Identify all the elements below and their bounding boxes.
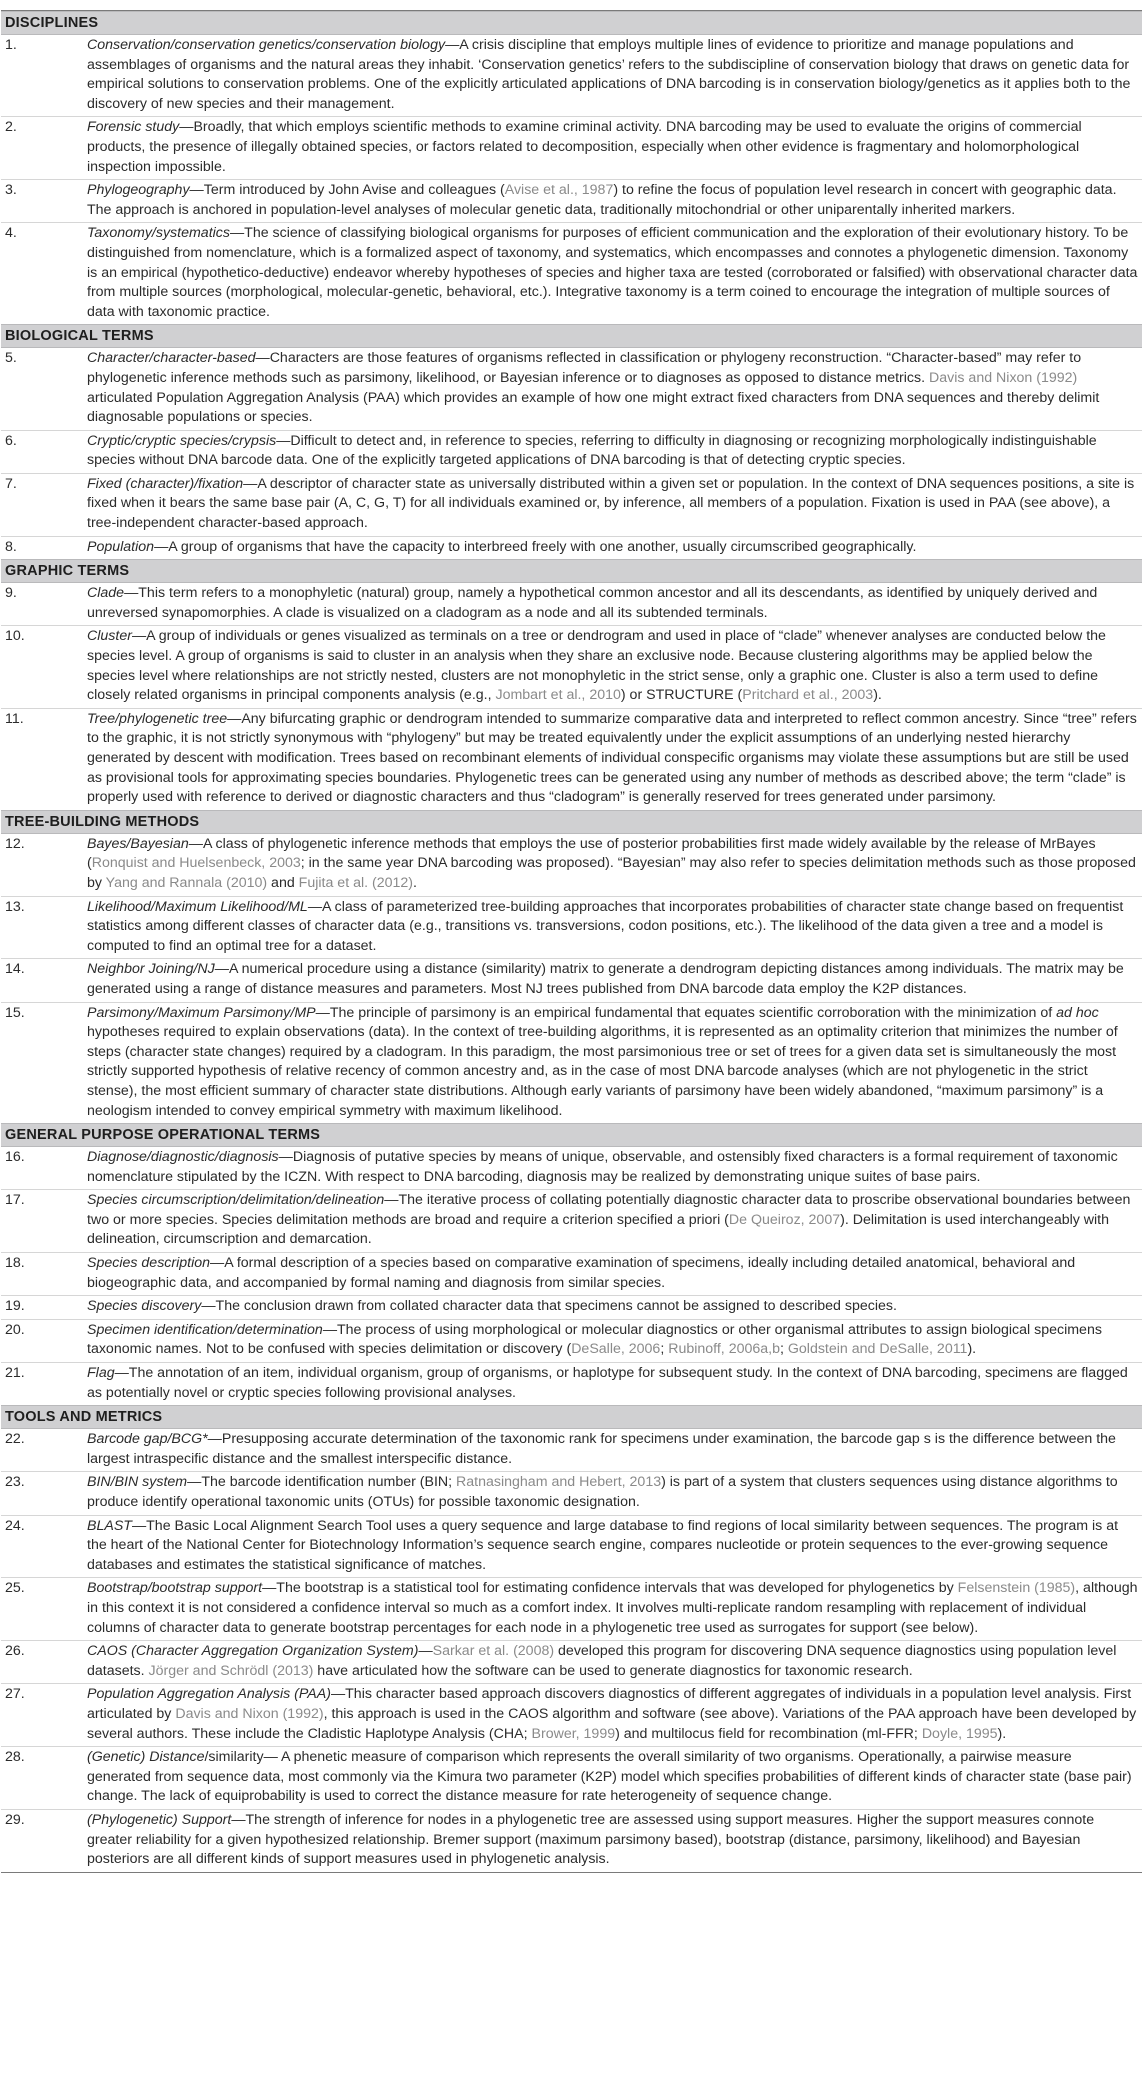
section-header: TREE-BUILDING METHODS: [1, 810, 1142, 834]
definition-text: —The Basic Local Alignment Search Tool uses a query sequence and large database to find regions of local similarity between sequences. The program is at the heart of the National Center for Biotechnology Information’s sequence search engine, compares nucleotide or protein sequences to the ever-growing sequence databases and estimates the statistical significance of matches.: [87, 1517, 1119, 1573]
term-name: Bootstrap/bootstrap support: [87, 1580, 263, 1597]
entry-number: 24.: [5, 1517, 25, 1534]
definition-text: ;: [660, 1341, 669, 1358]
entry-definition: [87, 898, 1138, 957]
term-name: Cryptic/cryptic species/crypsis: [87, 432, 277, 449]
term-name: Character/character-based: [87, 350, 256, 367]
definition-text: —Presupposing accurate determination of the taxonomic rank for specimens under examination, the barcode gap s is the difference between the largest intraspecific distance and the smallest interspecific distance.: [87, 1431, 1116, 1467]
definition-text: —This character based approach discovers diagnostics of different aggregates of individuals in a population level analysis. First articulated by: [87, 1686, 1132, 1722]
definition-text: ) to refine the focus of population level research in concert with geographic data. The approach is anchored in population-level analyses of molecular genetic data, traditionally mitochondrial or other uniparentally inherited markers.: [87, 182, 1117, 218]
definition-text: —The iterative process of collating potentially diagnostic character data to proscribe observational boundaries between two or more species. Species delimitation methods are broad and require a criterion specified a priori (: [87, 1192, 1131, 1228]
entry-definition: [87, 1811, 1138, 1870]
glossary-entry: [1, 223, 1142, 324]
entry-number: 4.: [5, 225, 17, 242]
entry-definition: [87, 1685, 1138, 1744]
citation-link[interactable]: Davis and Nixon (1992): [175, 1705, 324, 1722]
entry-definition: [87, 627, 1138, 705]
term-name: Flag: [87, 1365, 115, 1382]
citation-link[interactable]: Sarkar et al. (2008): [432, 1643, 555, 1660]
definition-text: —The barcode identification number (BIN;: [187, 1474, 457, 1491]
citation-link[interactable]: Ratnasingham and Hebert, 2013: [456, 1474, 662, 1491]
definition-text: ).: [997, 1725, 1007, 1742]
term-name: Tree/phylogenetic tree: [87, 710, 228, 727]
definition-text: —A class of parameterized tree-building approaches that incorporates probabilities of character state change based on frequentist statistics among different classes of character data (e.g., transitions vs. transversions, codon positions, etc.). The likelihood of the data given a tree and a model is computed to find an optimal tree for a dataset.: [87, 898, 1124, 954]
definition-text: —The process of using morphological or molecular diagnostics or other organismal attributes to assign biological specimens taxonomic names. Not to be confused with species delimitation or discovery (: [87, 1321, 1102, 1358]
entry-definition: [87, 349, 1138, 427]
definition-text: —A group of individuals or genes visualized as terminals on a tree or dendrogram and used in place of “clade” whenever analyses are conducted below the species level. A group of organisms is said to cluster in an analysis when they share an exclusive node. Because clustering algorithms may be applied below the species level where relationships are not strictly nested, clusters are not monophyletic in the strict sense, only a graphic one. Cluster is also a term used to define closely related organisms in principal components analysis (e.g.,: [87, 628, 1106, 704]
glossary-section: [1, 1123, 1142, 1405]
term-name: Fixed (character)/fixation: [87, 475, 244, 492]
definition-text: have articulated how the software can be used to generate diagnostics for taxonomic research.: [313, 1662, 913, 1679]
citation-link[interactable]: Felsenstein (1985): [957, 1580, 1076, 1597]
section-header: GRAPHIC TERMS: [1, 559, 1142, 583]
definition-text: and: [267, 874, 299, 891]
entry-definition: [87, 960, 1138, 999]
term-name: Population Aggregation Analysis (PAA): [87, 1686, 331, 1703]
definition-text: ;: [779, 1341, 788, 1358]
entry-definition: [87, 710, 1138, 808]
definition-text: —Diagnosis of putative species by means of unique, observable, and ostensibly fixed characters is a formal requirement of taxonomic nomenclature stipulated by the ICZN. With respect to DNA barcoding, diagnosis may be realized by demonstrating unique suites of base pairs.: [87, 1149, 1118, 1185]
citation-link[interactable]: Goldstein and DeSalle, 2011: [787, 1341, 968, 1358]
definition-text: ). Delimitation is used interchangeably with delineation, circumscription and demarcation.: [87, 1211, 1110, 1248]
entry-number: 2.: [5, 119, 17, 136]
glossary-table: [1, 10, 1142, 1873]
glossary-section: [1, 810, 1142, 1123]
entry-definition: [87, 1579, 1138, 1638]
term-name: BIN/BIN system: [87, 1474, 188, 1491]
glossary-entry: [1, 1810, 1142, 1872]
entry-number: 28.: [5, 1749, 25, 1766]
entry-definition: [87, 1473, 1138, 1512]
entry-number: 23.: [5, 1474, 25, 1491]
definition-text: —A numerical procedure using a distance (similarity) matrix to generate a dendrogram depicting distances among individuals. The matrix may be generated using a range of distance measures and parameters. Most NJ trees published from DNA barcode data employ the K2P distances.: [87, 961, 1124, 997]
section-header: GENERAL PURPOSE OPERATIONAL TERMS: [1, 1123, 1142, 1147]
term-name: Forensic study: [87, 119, 180, 136]
definition-text: —The bootstrap is a statistical tool for estimating confidence intervals that was developed for phylogenetics by: [262, 1580, 958, 1597]
entry-number: 12.: [5, 835, 25, 852]
entry-definition: [87, 475, 1138, 534]
entry-number: 19.: [5, 1298, 25, 1315]
glossary-entry: [1, 474, 1142, 537]
definition-text: —Any bifurcating graphic or dendrogram intended to summarize comparative data and interpreted to reflect common ancestry. Since “tree” refers to the graphic, it is not strictly synonymous with “phylogeny” but may be treated equivalently under the explicit assumptions of an underlying nested hierarchy generated by descent with modification. Trees based on recombinant elements of individual conspecific organisms may violate these assumptions but are still be used as provisional tools for approximating species boundaries. Phylogenetic trees can be generated using any number of methods as described above; the term “clade” is properly used with reference to derived or diagnostic characters and thus “cladogram” is generally reserved for trees generated under parsimony.: [87, 710, 1137, 806]
glossary-entry: [1, 348, 1142, 430]
entry-number: 11.: [5, 710, 24, 727]
definition-text: articulated Population Aggregation Analysis (PAA) which provides an example of how one might extract fixed characters from DNA sequences and thereby delimit diagnosable populations or species.: [87, 389, 1100, 426]
definition-text: ).: [873, 687, 882, 704]
entry-definition: [87, 118, 1138, 177]
section-header: TOOLS AND METRICS: [1, 1405, 1142, 1429]
entry-number: 18.: [5, 1255, 25, 1272]
definition-text: ) and multilocus field for recombination (ml-FFR;: [615, 1725, 922, 1742]
citation-link[interactable]: Doyle, 1995: [921, 1725, 998, 1742]
entry-definition: [87, 224, 1138, 322]
citation-link[interactable]: Pritchard et al., 2003: [742, 687, 874, 704]
definition-text: , this approach is used in the CAOS algorithm and software (see above). Variations of the PAA approach have been developed by several authors. These include the Cladistic Haplotype Analysis (CHA;: [87, 1705, 1137, 1742]
glossary-section: [1, 324, 1142, 559]
citation-link[interactable]: Jombart et al., 2010: [495, 687, 621, 704]
definition-text: ) or STRUCTURE (: [620, 687, 743, 704]
term-name: Taxonomy/systematics: [87, 225, 230, 242]
glossary-entry: [1, 834, 1142, 897]
definition-text: —A formal description of a species based on comparative examination of specimens, ideally including detailed anatomical, behavioral and biogeographic data, and accompanied by formal naming and diagnosis from similar species.: [87, 1255, 1076, 1291]
definition-text: ) is part of a system that clusters sequences using distance algorithms to produce identify operational taxonomic units (OTUs) for possible taxonomic designation.: [87, 1474, 1118, 1510]
section-header: BIOLOGICAL TERMS: [1, 324, 1142, 348]
term-name: Cluster: [87, 628, 132, 645]
glossary-entry: [1, 1253, 1142, 1296]
citation-link[interactable]: Yang and Rannala (2010): [105, 874, 268, 891]
entry-number: 14.: [5, 961, 25, 978]
entry-definition: [87, 432, 1138, 471]
citation-link[interactable]: Brower, 1999: [531, 1725, 616, 1742]
term-name: Species discovery: [87, 1298, 202, 1315]
glossary-entry: [1, 709, 1142, 810]
citation-link[interactable]: Ronquist and Huelsenbeck, 2003: [91, 855, 301, 872]
entry-number: 16.: [5, 1149, 25, 1166]
section-header: DISCIPLINES: [1, 11, 1142, 35]
citation-link[interactable]: De Queiroz, 2007: [728, 1211, 841, 1228]
term-name: Likelihood/Maximum Likelihood/ML: [87, 898, 308, 915]
term-name: (Genetic) Distance: [87, 1749, 205, 1766]
entry-definition: [87, 1148, 1138, 1187]
entry-number: 6.: [5, 432, 17, 449]
entry-definition: [87, 584, 1138, 623]
definition-text: —The strength of inference for nodes in a phylogenetic tree are assessed using support measures. Higher the support measures connote greater reliability for a given hypothesized relationship. Bremer support (maximum parsimony based), bootstrap (distance, parsimony, likelihood) and Bayesian posteriors are all different kinds of support measures used in phylogenetic analysis.: [87, 1811, 1095, 1868]
citation-link[interactable]: Jörger and Schrödl (2013): [148, 1662, 314, 1679]
term-name: Neighbor Joining/NJ: [87, 961, 215, 978]
definition-text: —The conclusion drawn from collated character data that specimens cannot be assigned to described species.: [201, 1298, 897, 1315]
entry-number: 21.: [5, 1365, 25, 1382]
glossary-entry: [1, 537, 1142, 560]
entry-definition: [87, 1517, 1138, 1576]
entry-number: 8.: [5, 538, 17, 555]
entry-definition: [87, 1254, 1138, 1293]
definition-text: —A class of phylogenetic inference methods that employs the use of posterior probabilities first made widely available by the release of MrBayes (: [87, 835, 1096, 872]
entry-definition: [87, 1297, 1138, 1317]
entry-definition: [87, 1321, 1138, 1360]
definition-text: —The science of classifying biological organisms for purposes of efficient communication and the exploration of their evolutionary history. To be distinguished from nomenclature, which is a formalized aspect of taxonomy, and systematics, which encompasses and connotes a phylogenetic dimension. Taxonomy is an empirical (hypothetico-deductive) endeavor whereby hypotheses of species and higher taxa are tested (corroborated or falsified) with observational character data from multiple sources (morphological, molecular-genetic, behavioral, etc.). Integrative taxonomy is a term coined to encourage the integration of multiple sources of data with taxonomic practice.: [87, 225, 1138, 320]
glossary-entry: [1, 897, 1142, 960]
definition-text: —The annotation of an item, individual organism, group of organisms, or haplotype for subsequent study. In the context of DNA barcoding, specimens are flagged as potentially novel or cryptic species following provisional analyses.: [87, 1365, 1128, 1401]
citation-link[interactable]: Rubinoff, 2006a,b: [668, 1341, 780, 1358]
entry-number: 3.: [5, 182, 17, 199]
glossary-entry: [1, 1516, 1142, 1579]
entry-number: 26.: [5, 1643, 25, 1660]
term-name: Phylogeography: [87, 182, 190, 199]
term-name: Specimen identification/determination: [87, 1321, 323, 1338]
definition-text: —Term introduced by John Avise and colleagues (: [189, 182, 505, 199]
definition-text: developed this program for discovering DNA sequence diagnostics using population level datasets.: [87, 1643, 1117, 1679]
citation-link[interactable]: Davis and Nixon (1992): [929, 369, 1078, 386]
entry-definition: [87, 1430, 1138, 1469]
entry-number: 15.: [5, 1004, 25, 1021]
term-name: Clade: [87, 585, 125, 602]
term-name: Species circumscription/delimitation/delineation: [87, 1192, 385, 1209]
italic-text: ad hoc: [1056, 1004, 1099, 1021]
entry-definition: [87, 1364, 1138, 1403]
term-name: (Phylogenetic) Support: [87, 1811, 232, 1828]
entry-definition: [87, 835, 1138, 894]
glossary-entry: [1, 1363, 1142, 1405]
glossary-section: [1, 559, 1142, 810]
citation-link[interactable]: DeSalle, 2006: [571, 1341, 661, 1358]
entry-definition: [87, 538, 1138, 558]
definition-text: —The principle of parsimony is an empirical fundamental that equates scientific corroboration with the minimization of: [315, 1004, 1057, 1021]
glossary-entry: [1, 1429, 1142, 1472]
glossary-entry: [1, 117, 1142, 180]
entry-definition: [87, 1004, 1138, 1122]
entry-number: 1.: [5, 37, 17, 53]
definition-text: ; in the same year DNA barcoding was proposed). “Bayesian” may also refer to species delimitation methods such as those proposed by: [87, 855, 1136, 891]
definition-text: , although in this context it is not considered a confidence interval so much as a comfort index. It involves multi-replicate random resampling with replacement of individual columns of character data to generate bootstrap percentages for each node in a phylogenetic tree used as surrogates for support (see below).: [87, 1580, 1138, 1636]
glossary-entry: [1, 1296, 1142, 1320]
term-name: Diagnose/diagnostic/diagnosis: [87, 1149, 279, 1166]
glossary-entry: [1, 1641, 1142, 1684]
term-name: Population: [87, 538, 155, 555]
glossary-entry: [1, 1472, 1142, 1515]
entry-number: 10.: [5, 628, 25, 645]
definition-text: —Characters are those features of organisms reflected in classification or phylogeny reconstruction. “Character-based” may refer to phylogenetic inference methods such as parsimony, likelihood, or Bayesian inference or to diagnoses as opposed to distance metrics.: [87, 350, 1082, 386]
entry-number: 13.: [5, 898, 25, 915]
citation-link[interactable]: Avise et al., 1987: [504, 182, 614, 199]
entry-number: 27.: [5, 1686, 25, 1703]
term-name: Parsimony/Maximum Parsimony/MP: [87, 1004, 316, 1021]
entry-number: 17.: [5, 1192, 25, 1209]
definition-text: ).: [967, 1341, 977, 1358]
glossary-entry: [1, 1578, 1142, 1641]
entry-definition: [87, 1191, 1138, 1250]
definition-text: hypotheses required to explain observations (data). In the context of tree-building algorithms, it is represented as an optimality criterion that minimizes the number of steps (character state changes) required by a cladogram. In this paradigm, the most parsimonious tree or set of trees for a given data set is simultaneously the most strictly supported hypothesis of relative recency of common ancestry and, as in the case of most DNA barcode analyses (which are not phylogenetic in the strict stense), the most efficient summary of character state distributions. Although early variants of parsimony have been widely abandoned, “maximum parsimony” is a neologism intended to convey empirical symmetry with maximum likelihood.: [87, 1024, 1118, 1119]
glossary-entry: [1, 431, 1142, 474]
entry-definition: [87, 36, 1138, 114]
citation-link[interactable]: Fujita et al. (2012): [298, 874, 414, 891]
definition-text: /similarity— A phenetic measure of comparison which represents the overall similarity of two organisms. Operationally, a pairwise measure generated from sequence data, most commonly via the Kimura two parameter (K2P) model which specifies probabilities of different kinds of character state (base pair) change. The lack of equiprobability is used to correct the distance measure for rate heterogeneity of sequence change.: [87, 1749, 1132, 1805]
entry-number: 22.: [5, 1431, 25, 1448]
entry-number: 20.: [5, 1321, 25, 1338]
glossary-entry: [1, 1190, 1142, 1253]
glossary-entry: [1, 1320, 1142, 1363]
definition-text: —A group of organisms that have the capacity to interbreed freely with one another, usually circumscribed geographically.: [154, 538, 917, 555]
glossary-entry: [1, 1747, 1142, 1810]
glossary-entry: [1, 959, 1142, 1002]
glossary-section: [1, 11, 1142, 324]
glossary-entry: [1, 1147, 1142, 1190]
glossary-entry: [1, 180, 1142, 223]
glossary-entry: [1, 626, 1142, 708]
definition-text: .: [413, 874, 417, 891]
glossary-entry: [1, 1684, 1142, 1747]
definition-text: —Difficult to detect and, in reference to species, referring to difficulty in diagnosing or recognizing morphologically indistinguishable species without DNA barcode data. One of the explicitly targeted applications of DNA barcoding is that of detecting cryptic species.: [87, 432, 1097, 469]
term-name: CAOS (Character Aggregation Organization System): [87, 1643, 419, 1660]
entry-number: 7.: [5, 475, 17, 492]
term-name: Conservation/conservation genetics/conservation biology: [87, 37, 446, 53]
term-name: Barcode gap/BCG*: [87, 1431, 208, 1448]
term-name: Bayes/Bayesian: [87, 835, 189, 852]
term-name: Species description: [87, 1255, 211, 1272]
glossary-entry: [1, 583, 1142, 626]
entry-number: 5.: [5, 350, 17, 367]
glossary-entry: [1, 35, 1142, 117]
definition-text: —: [418, 1643, 433, 1660]
term-name: BLAST: [87, 1517, 132, 1534]
entry-definition: [87, 1642, 1138, 1681]
entry-definition: [87, 181, 1138, 220]
glossary-section: [1, 1405, 1142, 1871]
definition-text: —A descriptor of character state as universally distributed within a given set or population. In the context of DNA sequences positions, a site is fixed when it bears the same base pair (A, C, G, T) for all individuals examined or, by inference, all members of a population. Fixation is used in PAA (see above), a tree-independent character-based approach.: [87, 475, 1135, 532]
definition-text: —This term refers to a monophyletic (natural) group, namely a hypothetical common ancestor and all its descendants, as identified by uniquely derived and unreversed synapomorphies. A clade is visualized on a cladogram as a node and all its subtended terminals.: [87, 585, 1098, 621]
definition-text: —Broadly, that which employs scientific methods to examine criminal activity. DNA barcoding may be used to evaluate the origins of commercial products, the presence of illegally obtained species, or factors related to decomposition, especially when other evidence is fragmentary and holomorphological inspection impossible.: [87, 119, 1082, 175]
entry-definition: [87, 1748, 1138, 1807]
entry-number: 25.: [5, 1580, 25, 1597]
definition-text: —A crisis discipline that employs multiple lines of evidence to prioritize and manage populations and assemblages of organisms and the natural areas they inhabit. ‘Conservation genetics’ refers to the subdiscipline of conservation biology that draws on genetic data for empirical solutions to conservation problems. One of the explicitly articulated applications of DNA barcoding is in conservation biology/genetics as it applies both to the discovery of new species and their management.: [87, 37, 1131, 112]
entry-number: 29.: [5, 1811, 25, 1828]
entry-number: 9.: [5, 585, 17, 602]
glossary-entry: [1, 1003, 1142, 1124]
